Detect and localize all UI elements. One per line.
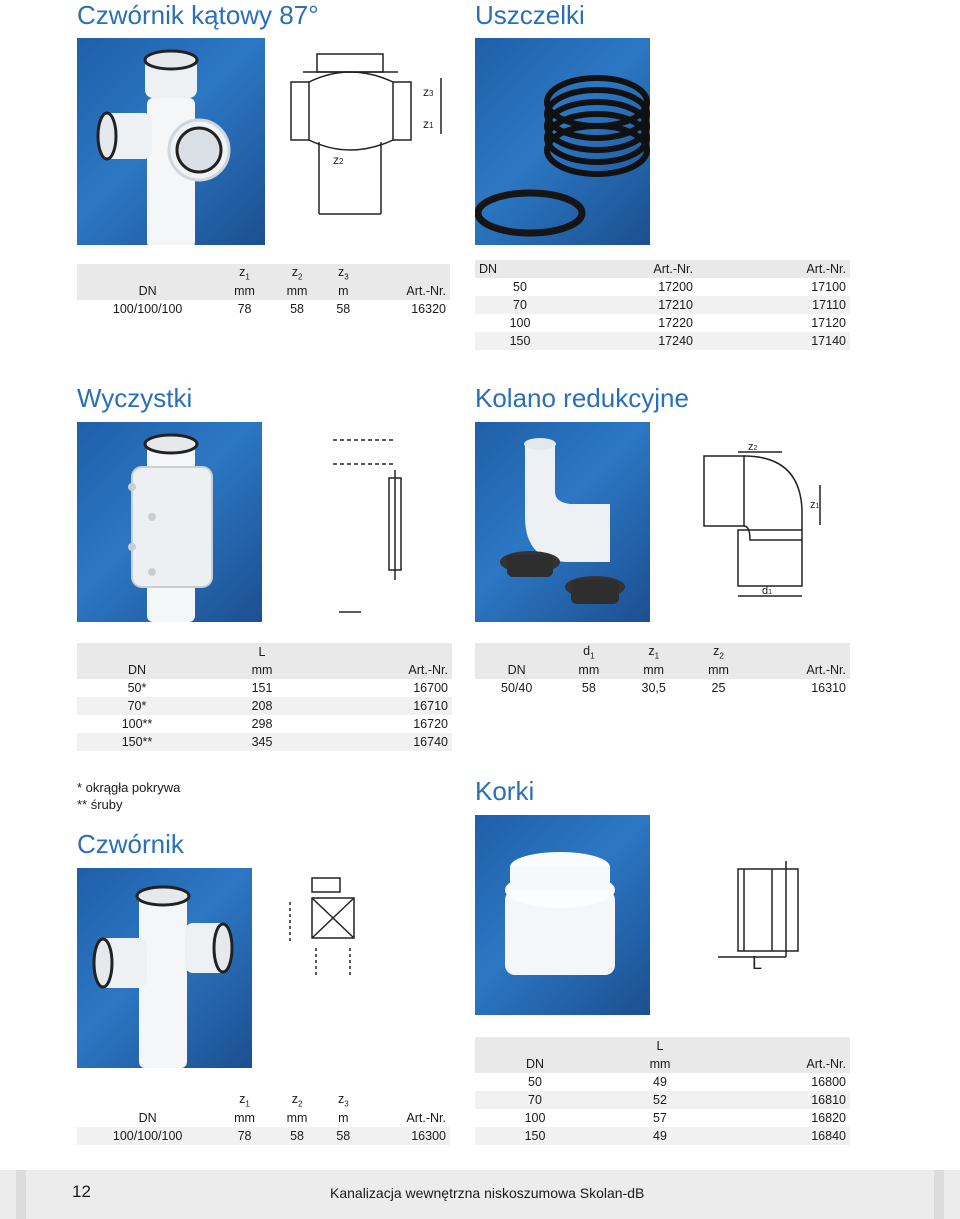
dim-label-L: L bbox=[752, 953, 763, 972]
table-header-row bbox=[77, 1091, 450, 1109]
cross-fitting-image bbox=[77, 868, 252, 1068]
table-row bbox=[475, 296, 850, 314]
footer-left-bar bbox=[16, 1170, 26, 1219]
header-cell: $z_1$ bbox=[239, 1091, 250, 1109]
table-cross87 bbox=[77, 264, 450, 318]
photo-reducer bbox=[475, 422, 650, 622]
note-round-cover: * okrągła pokrywa bbox=[77, 780, 181, 795]
table-cell: 58 bbox=[290, 302, 305, 316]
drawing-cleanout bbox=[325, 430, 415, 620]
header-cell bbox=[475, 643, 558, 661]
table-cell: 16820 bbox=[811, 1111, 846, 1125]
cross87-fitting-image bbox=[77, 38, 265, 245]
table-cell: 50* bbox=[127, 681, 147, 695]
table-cell: 16810 bbox=[725, 1091, 850, 1109]
photo-cross87 bbox=[77, 38, 265, 245]
table-cell: 49 bbox=[653, 1075, 667, 1089]
photo-cleanout bbox=[77, 422, 262, 622]
table-cell: 100 bbox=[524, 1111, 546, 1125]
table-cell: 58 bbox=[581, 681, 596, 695]
dim-label-z1: z1 bbox=[810, 499, 820, 511]
cleanout-fitting-image bbox=[77, 422, 262, 622]
table-cell: 16710 bbox=[327, 697, 452, 715]
table-cleanout bbox=[77, 643, 452, 751]
header-cell bbox=[77, 264, 218, 282]
photo-cross bbox=[77, 868, 252, 1068]
header-cell: $z_3$ bbox=[337, 1091, 349, 1109]
table-row bbox=[475, 1091, 850, 1109]
header-cell: Art.-Nr. bbox=[749, 661, 850, 679]
header-cell: Art.-Nr. bbox=[697, 260, 850, 278]
seals-image bbox=[475, 38, 650, 245]
table-cell: 58 bbox=[336, 302, 351, 316]
table-caps bbox=[475, 1037, 850, 1145]
header-cell: mm bbox=[286, 1111, 308, 1125]
header-cell: Art.-Nr. bbox=[565, 260, 697, 278]
table-cell: 25 bbox=[711, 681, 726, 695]
table-header-row bbox=[77, 661, 452, 679]
table-cell: 100 bbox=[509, 316, 531, 330]
header-cell: $z_2$ bbox=[271, 264, 324, 282]
table-header-row bbox=[475, 643, 850, 661]
table-cell: 57 bbox=[653, 1111, 667, 1125]
table-cell: 100/100/100 bbox=[112, 302, 183, 316]
table-row bbox=[77, 679, 452, 697]
header-cell: Art.-Nr. bbox=[406, 1111, 446, 1125]
header-cell: $z_3$ bbox=[323, 264, 363, 282]
table-header-row bbox=[77, 264, 450, 282]
cleanout-notes bbox=[77, 779, 180, 813]
table-cell: 78 bbox=[237, 302, 252, 316]
dim-label-z1: z1 bbox=[423, 117, 434, 131]
header-cell: DN bbox=[475, 1055, 595, 1073]
photo-caps bbox=[475, 815, 650, 1015]
table-header-row bbox=[77, 1109, 450, 1127]
table-cell: 100** bbox=[121, 717, 153, 731]
table-header-row bbox=[77, 282, 450, 300]
table-cell: 70 bbox=[475, 296, 565, 314]
section-title-cross87: Czwórnik kątowy 87° bbox=[77, 0, 319, 30]
header-cell bbox=[475, 1037, 595, 1055]
table-cell: 17110 bbox=[697, 296, 850, 314]
table-cell: 70* bbox=[77, 697, 197, 715]
table-row bbox=[475, 679, 850, 697]
table-cell: 17140 bbox=[697, 332, 850, 350]
table-header-row bbox=[77, 643, 452, 661]
table-cell: 17100 bbox=[811, 280, 846, 294]
footer-right-bar bbox=[934, 1170, 944, 1219]
table-row bbox=[475, 332, 850, 350]
table-header-row bbox=[475, 1037, 850, 1055]
dim-label-z2: z2 bbox=[748, 441, 758, 453]
header-cell: $d_1$ bbox=[558, 643, 619, 661]
drawing-caps bbox=[712, 857, 812, 972]
table-cell: 78 bbox=[218, 1127, 271, 1145]
header-cell: m bbox=[323, 282, 363, 300]
header-cell: mm bbox=[234, 1111, 255, 1125]
table-cell: 100/100/100 bbox=[77, 1127, 218, 1145]
header-cell: DN bbox=[77, 282, 218, 300]
table-cross bbox=[77, 1091, 450, 1145]
table-cell: 17220 bbox=[658, 316, 693, 330]
table-row bbox=[475, 1073, 850, 1091]
header-cell: mm bbox=[197, 661, 327, 679]
section-title-cross: Czwórnik bbox=[77, 829, 184, 859]
table-row bbox=[77, 300, 450, 318]
page-number: 12 bbox=[72, 1182, 91, 1201]
table-cell: 58 bbox=[271, 1127, 324, 1145]
header-cell: m bbox=[338, 1111, 349, 1125]
table-cell: 30,5 bbox=[641, 681, 666, 695]
table-cell: 52 bbox=[595, 1091, 725, 1109]
table-cell: 16310 bbox=[811, 681, 846, 695]
header-cell: $z_1$ bbox=[619, 643, 688, 661]
header-cell bbox=[749, 643, 850, 661]
table-cell: 150** bbox=[77, 733, 197, 751]
header-cell: L bbox=[595, 1037, 725, 1055]
table-cell: 49 bbox=[595, 1127, 725, 1145]
header-cell: mm bbox=[271, 282, 324, 300]
page-footer bbox=[0, 1170, 960, 1219]
header-cell: DN bbox=[77, 661, 197, 679]
table-cell: 16740 bbox=[327, 733, 452, 751]
table-reducer bbox=[475, 643, 850, 697]
table-header-row bbox=[475, 1055, 850, 1073]
drawing-reducer bbox=[690, 430, 840, 610]
note-screws: ** śruby bbox=[77, 797, 123, 812]
header-cell bbox=[77, 643, 197, 661]
dim-label-z3: z3 bbox=[423, 85, 434, 99]
table-cell: 151 bbox=[251, 681, 273, 695]
table-cell: 17120 bbox=[811, 316, 846, 330]
header-cell: mm bbox=[688, 661, 749, 679]
table-row bbox=[475, 1127, 850, 1145]
table-cell: 150 bbox=[475, 332, 565, 350]
table-row bbox=[77, 715, 452, 733]
section-title-caps: Korki bbox=[475, 776, 535, 806]
table-cell: 150 bbox=[475, 1127, 595, 1145]
table-cell: 16800 bbox=[811, 1075, 846, 1089]
header-cell: Art.-Nr. bbox=[363, 282, 450, 300]
table-row bbox=[77, 697, 452, 715]
footer-text: Kanalizacja wewnętrzna niskoszumowa Skolan-dB bbox=[330, 1185, 645, 1201]
header-cell: DN bbox=[475, 661, 558, 679]
header-cell: DN bbox=[475, 260, 565, 278]
table-header-row bbox=[475, 260, 850, 278]
table-cell: 208 bbox=[197, 697, 327, 715]
drawing-cross bbox=[282, 872, 372, 982]
header-cell: $z_1$ bbox=[218, 264, 271, 282]
header-cell bbox=[725, 1037, 850, 1055]
dim-label-d1: d1 bbox=[762, 585, 773, 597]
cap-image bbox=[475, 815, 650, 1015]
drawing-cross87 bbox=[283, 42, 453, 222]
table-cell: 70 bbox=[475, 1091, 595, 1109]
table-row bbox=[77, 1127, 450, 1145]
table-cell: 345 bbox=[197, 733, 327, 751]
table-row bbox=[475, 314, 850, 332]
header-cell bbox=[363, 1091, 450, 1109]
table-cell: 58 bbox=[323, 1127, 363, 1145]
table-row bbox=[475, 278, 850, 296]
section-title-reducer: Kolano redukcyjne bbox=[475, 383, 689, 413]
header-cell: $z_2$ bbox=[291, 1091, 303, 1109]
header-cell: mm bbox=[218, 282, 271, 300]
table-row bbox=[77, 733, 452, 751]
table-cell: 16300 bbox=[363, 1127, 450, 1145]
table-cell: 17210 bbox=[565, 296, 697, 314]
table-header-row bbox=[475, 661, 850, 679]
section-title-cleanout: Wyczystki bbox=[77, 383, 193, 413]
header-cell: mm bbox=[558, 661, 619, 679]
table-cell: 16700 bbox=[413, 681, 448, 695]
section-title-seals: Uszczelki bbox=[475, 0, 585, 30]
header-cell: Art.-Nr. bbox=[327, 661, 452, 679]
reducer-elbow-image bbox=[475, 422, 650, 622]
header-cell: Art.-Nr. bbox=[725, 1055, 850, 1073]
table-cell: 16720 bbox=[413, 717, 448, 731]
table-row bbox=[475, 1109, 850, 1127]
header-cell: L bbox=[197, 643, 327, 661]
header-cell: $z_2$ bbox=[688, 643, 749, 661]
table-cell: 50 bbox=[528, 1075, 542, 1089]
header-cell: mm bbox=[595, 1055, 725, 1073]
header-cell bbox=[77, 1091, 218, 1109]
table-seals bbox=[475, 260, 850, 350]
table-cell: 50/40 bbox=[501, 681, 533, 695]
dim-label-z2: z2 bbox=[333, 153, 344, 167]
table-cell: 16840 bbox=[725, 1127, 850, 1145]
table-cell: 298 bbox=[251, 717, 273, 731]
header-cell bbox=[327, 643, 452, 661]
header-cell: mm bbox=[619, 661, 688, 679]
table-cell: 17240 bbox=[565, 332, 697, 350]
header-cell bbox=[363, 264, 450, 282]
table-cell: 17200 bbox=[658, 280, 693, 294]
header-cell: DN bbox=[138, 1111, 157, 1125]
photo-seals bbox=[475, 38, 650, 245]
table-cell: 50 bbox=[513, 280, 527, 294]
table-cell: 16320 bbox=[411, 302, 446, 316]
